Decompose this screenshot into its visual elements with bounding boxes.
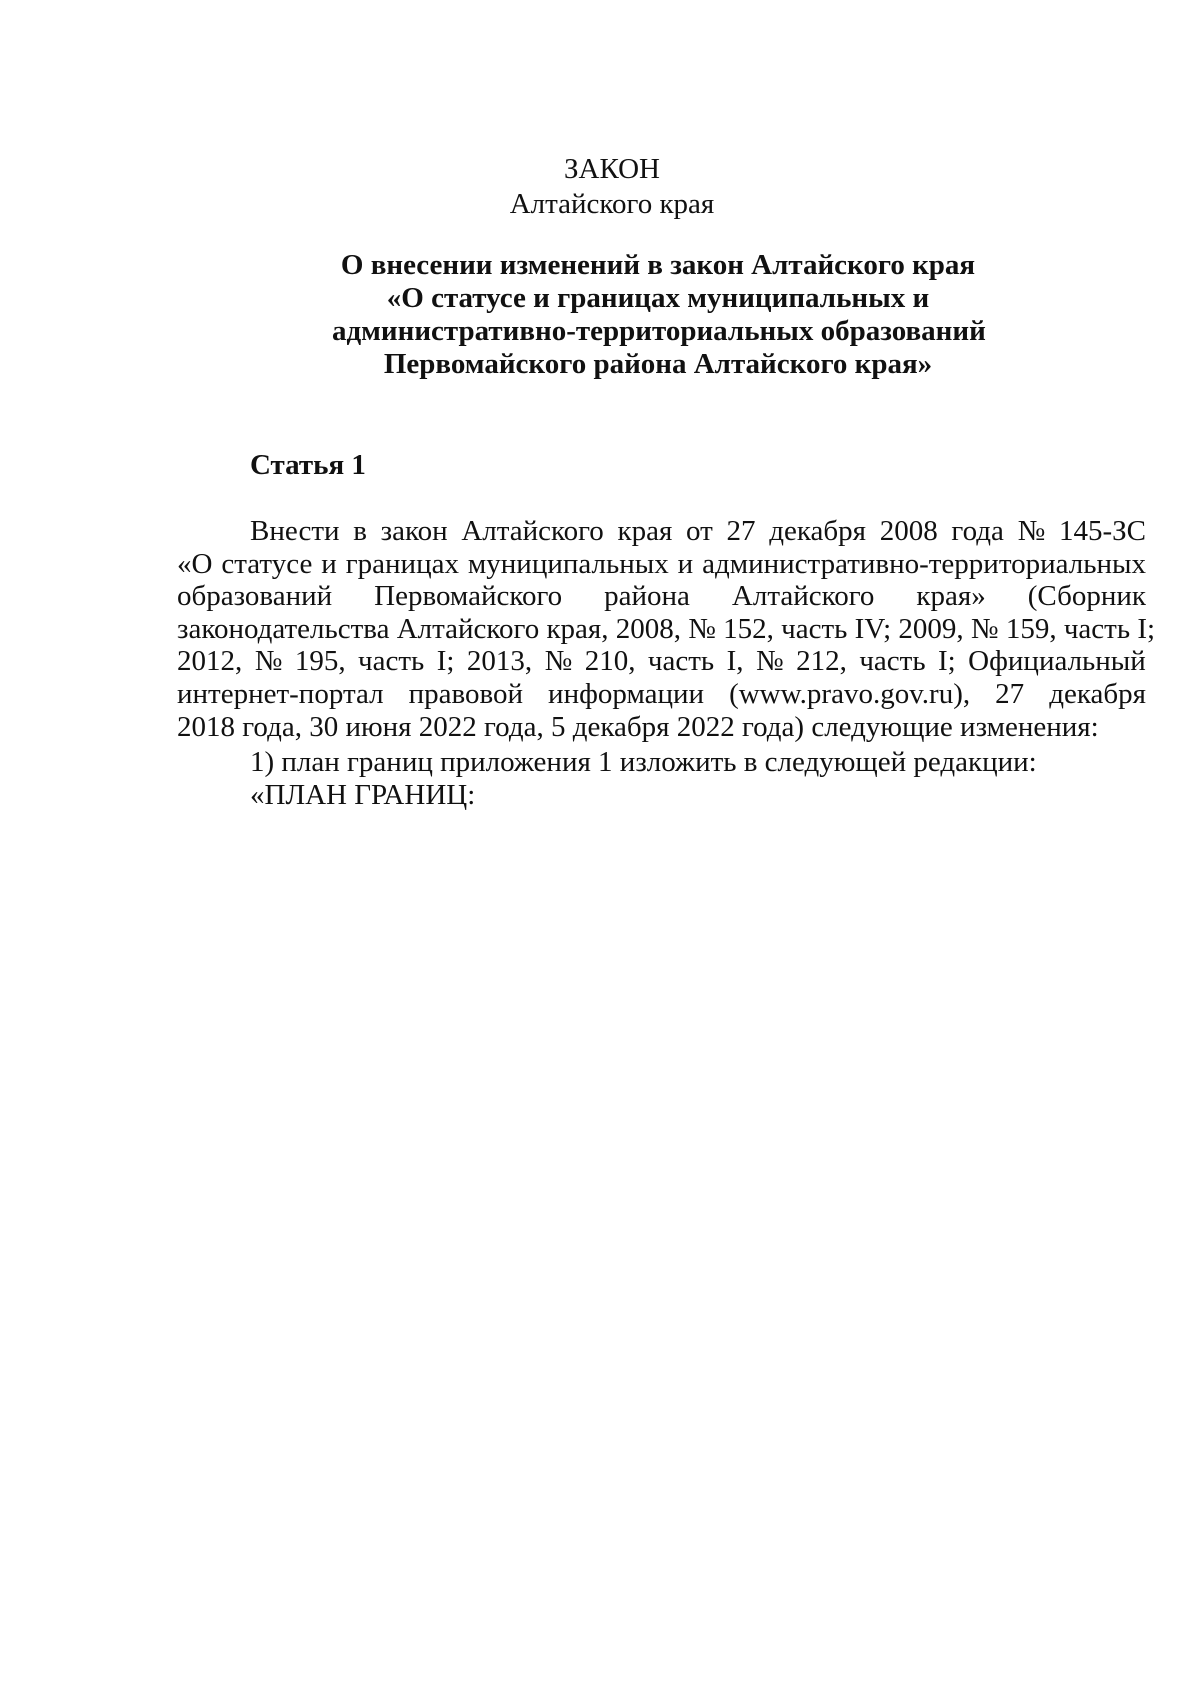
paragraph-word: декабря: [1049, 677, 1146, 710]
paragraph-word: «О: [177, 547, 213, 580]
paragraph-line: [177, 515, 1146, 548]
paragraph-word: образований: [177, 580, 333, 613]
paragraph-word: Официальный: [968, 645, 1146, 678]
paragraph-word: №: [254, 645, 283, 678]
paragraph-word: правовой: [408, 677, 524, 710]
paragraph-line: [177, 711, 1146, 744]
article-heading: Статья 1: [250, 449, 366, 481]
paragraph-word: края: [617, 515, 673, 547]
subject-line: Первомайского района Алтайского края»: [383, 348, 933, 380]
paragraph-word: края»: [916, 580, 986, 613]
paragraph-word: №: [1017, 515, 1046, 547]
paragraph-word: закон: [380, 515, 448, 547]
paragraph-word: 2012,: [177, 645, 243, 678]
paragraph-word: I;: [938, 645, 956, 678]
paragraph-word: I,: [726, 645, 744, 678]
paragraph-word: района: [604, 580, 690, 613]
paragraph-line: [177, 645, 1146, 678]
paragraph-word: декабря: [769, 515, 866, 547]
paragraph-word: 27: [995, 677, 1025, 710]
paragraph-word: часть: [358, 645, 425, 678]
paragraph-word: 2013,: [466, 645, 533, 678]
paragraph-word: Алтайского: [461, 515, 604, 547]
paragraph-line: [177, 678, 1146, 711]
paragraph-word: часть: [647, 645, 715, 678]
paragraph-word: от: [686, 515, 713, 547]
paragraph-word: муниципальных: [467, 547, 669, 580]
paragraph-line: [177, 548, 1146, 581]
article-paragraph: [177, 515, 1156, 743]
subject-line: О внесении изменений в закон Алтайского края: [340, 249, 976, 281]
paragraph-word: Внести: [250, 515, 340, 547]
paragraph-word: №: [544, 645, 573, 678]
paragraph-word: границах: [345, 547, 459, 580]
paragraph-word: и: [677, 547, 694, 580]
paragraph-word: информации: [548, 677, 705, 710]
paragraph-word: законодательства Алтайского края, 2008, № 152, часть IV; 2009, № 159, часть I;: [177, 612, 1156, 645]
paragraph-word: часть: [859, 645, 926, 678]
paragraph-word: Алтайского: [731, 580, 875, 613]
law-region: Алтайского края: [509, 188, 715, 220]
paragraph-word: года: [951, 515, 1004, 547]
paragraph-word: (Сборник: [1027, 580, 1146, 613]
paragraph-word: 145-ЗС: [1058, 515, 1146, 547]
paragraph-word: интернет-портал: [177, 677, 384, 710]
paragraph-word: административно-территориальных: [702, 547, 1146, 580]
law-title: ЗАКОН: [564, 153, 660, 185]
subject-line: административно-территориальных образований: [332, 315, 986, 347]
paragraph-word[interactable]: (www.pravo.gov.ru),: [729, 677, 971, 710]
paragraph-word: 27: [726, 515, 756, 547]
law-subject: [332, 249, 984, 381]
paragraph-line: [177, 612, 1156, 646]
paragraph-word: 195,: [294, 645, 346, 678]
paragraph-word: 2008: [879, 515, 938, 547]
paragraph-word: в: [353, 515, 367, 547]
paragraph-word: 2018 года, 30 июня 2022 года, 5 декабря 2022 года) следующие изменения:: [177, 710, 1099, 743]
paragraph-word: Первомайского: [374, 580, 563, 613]
amendment-item-1: 1) план границ приложения 1 изложить в следующей редакции:: [250, 746, 1037, 778]
paragraph-word: статусе: [221, 547, 313, 580]
paragraph-word: 210,: [584, 645, 636, 678]
paragraph-word: №: [755, 645, 784, 678]
paragraph-line: [177, 580, 1146, 613]
subject-line: «О статусе и границах муниципальных и: [386, 282, 930, 314]
paragraph-word: 212,: [796, 645, 847, 678]
paragraph-word: I;: [436, 645, 455, 678]
paragraph-word: и: [321, 547, 337, 580]
plan-heading: «ПЛАН ГРАНИЦ:: [250, 779, 476, 811]
